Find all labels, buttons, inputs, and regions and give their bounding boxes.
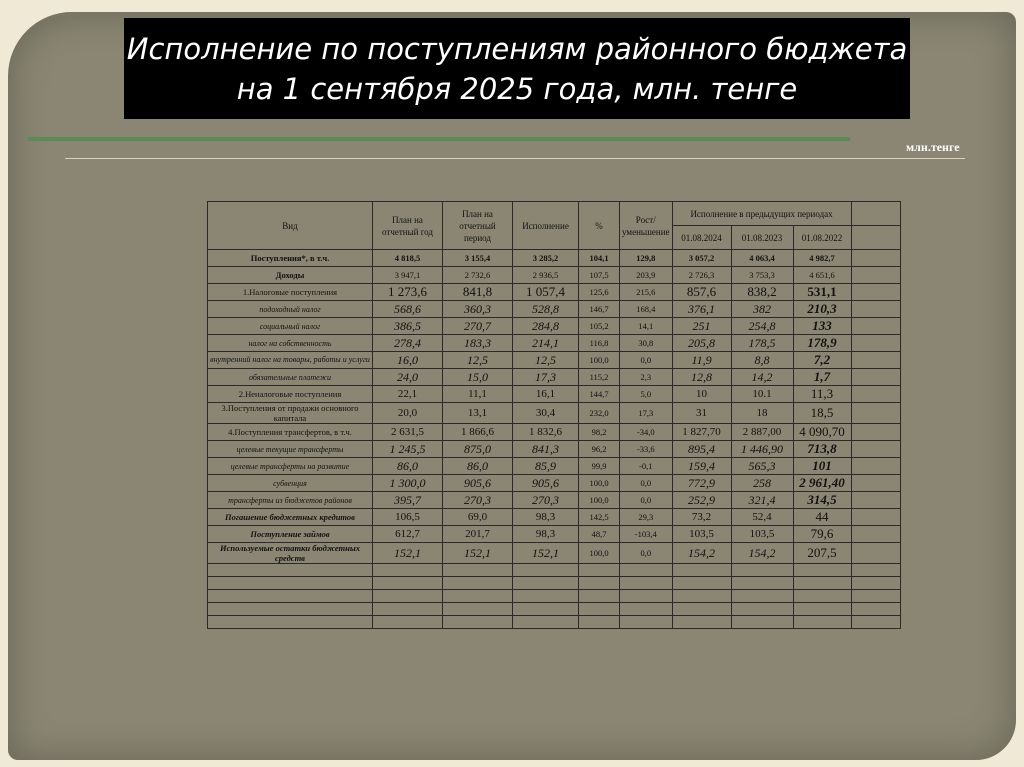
unit-label: млн.тенге [906, 140, 960, 154]
cell-growth: 5,0 [620, 386, 673, 403]
cell-growth: 215,6 [620, 284, 673, 301]
cell-plan-year: 152,1 [373, 543, 443, 564]
cell-percent: 116,8 [579, 335, 620, 352]
cell-empty [851, 526, 900, 543]
cell-plan-year: 612,7 [373, 526, 443, 543]
cell-growth: -33,6 [620, 441, 673, 458]
row-name: налог на собственность [208, 335, 373, 352]
table-row [208, 335, 901, 352]
cell-growth: 14,1 [620, 318, 673, 335]
cell-plan-year: 386,5 [373, 318, 443, 335]
cell-2023: 178,5 [731, 335, 793, 352]
header-percent: % [579, 202, 620, 250]
row-name: Поступления*, в т.ч. [208, 250, 373, 267]
cell-2023: 14,2 [731, 369, 793, 386]
slide-title [124, 18, 910, 119]
cell-execution: 17,3 [513, 369, 579, 386]
table-row [208, 403, 901, 424]
cell-plan-period: 86,0 [443, 458, 513, 475]
table-row [208, 543, 901, 564]
header-extra [851, 202, 900, 226]
table-row [208, 492, 901, 509]
header-date-2024: 01.08.2024 [672, 226, 731, 250]
cell-execution: 85,9 [513, 458, 579, 475]
cell-2022: 133 [793, 318, 851, 335]
empty-row [208, 564, 901, 577]
cell-percent: 142,5 [579, 509, 620, 526]
cell-execution: 284,8 [513, 318, 579, 335]
cell-growth: -34,0 [620, 424, 673, 441]
cell-growth: 0,0 [620, 492, 673, 509]
cell-percent: 107,5 [579, 267, 620, 284]
cell-plan-year: 1 300,0 [373, 475, 443, 492]
cell-empty [851, 543, 900, 564]
cell-plan-year: 568,6 [373, 301, 443, 318]
cell-plan-year: 106,5 [373, 509, 443, 526]
empty-row [208, 590, 901, 603]
cell-2023: 154,2 [731, 543, 793, 564]
empty-row [208, 603, 901, 616]
cell-2024: 103,5 [672, 526, 731, 543]
cell-plan-period: 875,0 [443, 441, 513, 458]
row-name: субвенция [208, 475, 373, 492]
cell-growth: 168,4 [620, 301, 673, 318]
empty-row [208, 577, 901, 590]
cell-2022: 79,6 [793, 526, 851, 543]
cell-2024: 251 [672, 318, 731, 335]
cell-2023: 4 063,4 [731, 250, 793, 267]
title-line-1: Исполнение по поступлениям районного бюджета [126, 31, 908, 66]
cell-2022: 18,5 [793, 403, 851, 424]
table-row [208, 458, 901, 475]
green-divider [28, 137, 850, 141]
cell-empty [851, 509, 900, 526]
cell-percent: 232,0 [579, 403, 620, 424]
cell-2024: 895,4 [672, 441, 731, 458]
cell-execution: 1 832,6 [513, 424, 579, 441]
cell-percent: 144,7 [579, 386, 620, 403]
cell-execution: 1 057,4 [513, 284, 579, 301]
cell-growth: 129,8 [620, 250, 673, 267]
cell-growth: -0,1 [620, 458, 673, 475]
cell-2023: 2 887,00 [731, 424, 793, 441]
cell-plan-year: 16,0 [373, 352, 443, 369]
cell-empty [851, 318, 900, 335]
cell-growth: 0,0 [620, 543, 673, 564]
cell-2022: 4 982,7 [793, 250, 851, 267]
row-name: Используемые остатки бюджетных средств [208, 543, 373, 564]
cell-2022: 713,8 [793, 441, 851, 458]
cell-plan-year: 24,0 [373, 369, 443, 386]
row-name: Поступление займов [208, 526, 373, 543]
cell-2022: 4 090,70 [793, 424, 851, 441]
cell-empty [851, 441, 900, 458]
row-name: трансферты из бюджетов районов [208, 492, 373, 509]
cell-execution: 270,3 [513, 492, 579, 509]
cell-percent: 100,0 [579, 543, 620, 564]
header-vid: Вид [208, 202, 373, 250]
row-name: обязательные платежи [208, 369, 373, 386]
cell-execution: 3 285,2 [513, 250, 579, 267]
row-name: целевые текущие трансферты [208, 441, 373, 458]
cell-growth: -103,4 [620, 526, 673, 543]
cell-execution: 16,1 [513, 386, 579, 403]
cell-percent: 100,0 [579, 492, 620, 509]
cell-2023: 254,8 [731, 318, 793, 335]
header-date-2023: 01.08.2023 [731, 226, 793, 250]
cell-2024: 772,9 [672, 475, 731, 492]
budget-table [207, 201, 901, 629]
cell-percent: 98,2 [579, 424, 620, 441]
cell-execution: 528,8 [513, 301, 579, 318]
cell-growth: 29,3 [620, 509, 673, 526]
cell-plan-period: 69,0 [443, 509, 513, 526]
cell-plan-year: 86,0 [373, 458, 443, 475]
cell-2024: 252,9 [672, 492, 731, 509]
cell-plan-period: 13,1 [443, 403, 513, 424]
cell-2024: 2 726,3 [672, 267, 731, 284]
cell-2024: 11,9 [672, 352, 731, 369]
table-row [208, 386, 901, 403]
row-name: 4.Поступления трансфертов, в т.ч. [208, 424, 373, 441]
cell-2024: 10 [672, 386, 731, 403]
cell-2023: 18 [731, 403, 793, 424]
cell-execution: 30,4 [513, 403, 579, 424]
cell-empty [851, 284, 900, 301]
cell-growth: 0,0 [620, 475, 673, 492]
cell-2022: 7,2 [793, 352, 851, 369]
cell-2022: 4 651,6 [793, 267, 851, 284]
cell-2024: 205,8 [672, 335, 731, 352]
cell-2023: 565,3 [731, 458, 793, 475]
cell-plan-period: 3 155,4 [443, 250, 513, 267]
cell-empty [851, 386, 900, 403]
cell-plan-year: 395,7 [373, 492, 443, 509]
row-name: социальный налог [208, 318, 373, 335]
cell-percent: 115,2 [579, 369, 620, 386]
row-name: подоходный налог [208, 301, 373, 318]
cell-plan-year: 3 947,1 [373, 267, 443, 284]
cell-plan-year: 2 631,5 [373, 424, 443, 441]
cell-2024: 857,6 [672, 284, 731, 301]
empty-row [208, 616, 901, 629]
cell-2022: 210,3 [793, 301, 851, 318]
cell-plan-period: 905,6 [443, 475, 513, 492]
cell-2023: 10.1 [731, 386, 793, 403]
table-row [208, 475, 901, 492]
cell-empty [851, 475, 900, 492]
header-date-2022: 01.08.2022 [793, 226, 851, 250]
cell-execution: 2 936,5 [513, 267, 579, 284]
cell-2024: 159,4 [672, 458, 731, 475]
thin-divider [65, 158, 965, 159]
cell-plan-period: 183,3 [443, 335, 513, 352]
cell-empty [851, 403, 900, 424]
cell-empty [851, 369, 900, 386]
cell-empty [851, 250, 900, 267]
cell-percent: 100,0 [579, 475, 620, 492]
cell-2024: 12,8 [672, 369, 731, 386]
row-name: 2.Неналоговые поступления [208, 386, 373, 403]
cell-percent: 100,0 [579, 352, 620, 369]
row-name: 3.Поступления от продажи основного капитала [208, 403, 373, 424]
cell-2023: 8,8 [731, 352, 793, 369]
cell-2024: 73,2 [672, 509, 731, 526]
cell-empty [851, 492, 900, 509]
table-row [208, 509, 901, 526]
cell-2022: 207,5 [793, 543, 851, 564]
cell-plan-period: 2 732,6 [443, 267, 513, 284]
cell-plan-period: 1 866,6 [443, 424, 513, 441]
cell-empty [851, 267, 900, 284]
cell-execution: 905,6 [513, 475, 579, 492]
cell-growth: 2,3 [620, 369, 673, 386]
header-plan-period: План на отчетный период [443, 202, 513, 250]
cell-growth: 0,0 [620, 352, 673, 369]
table-row [208, 250, 901, 267]
cell-2022: 2 961,40 [793, 475, 851, 492]
cell-growth: 17,3 [620, 403, 673, 424]
cell-plan-period: 270,3 [443, 492, 513, 509]
cell-growth: 30,8 [620, 335, 673, 352]
cell-2022: 314,5 [793, 492, 851, 509]
cell-2022: 44 [793, 509, 851, 526]
cell-plan-year: 1 245,5 [373, 441, 443, 458]
table-row [208, 424, 901, 441]
cell-plan-period: 270,7 [443, 318, 513, 335]
cell-2022: 178,9 [793, 335, 851, 352]
cell-plan-period: 15,0 [443, 369, 513, 386]
cell-execution: 12,5 [513, 352, 579, 369]
cell-2023: 321,4 [731, 492, 793, 509]
cell-empty [851, 424, 900, 441]
header-extra-2 [851, 226, 900, 250]
cell-2024: 1 827,70 [672, 424, 731, 441]
cell-percent: 146,7 [579, 301, 620, 318]
table-row [208, 526, 901, 543]
header-execution: Исполнение [513, 202, 579, 250]
cell-2022: 11,3 [793, 386, 851, 403]
row-name: внутренний налог на товары, работы и услуги [208, 352, 373, 369]
cell-plan-year: 4 818,5 [373, 250, 443, 267]
cell-plan-year: 22,1 [373, 386, 443, 403]
cell-2022: 531,1 [793, 284, 851, 301]
cell-plan-year: 278,4 [373, 335, 443, 352]
cell-execution: 214,1 [513, 335, 579, 352]
cell-percent: 104,1 [579, 250, 620, 267]
cell-2023: 52,4 [731, 509, 793, 526]
cell-2023: 1 446,90 [731, 441, 793, 458]
cell-empty [851, 335, 900, 352]
cell-percent: 48,7 [579, 526, 620, 543]
cell-2022: 1,7 [793, 369, 851, 386]
cell-plan-period: 360,3 [443, 301, 513, 318]
cell-2024: 154,2 [672, 543, 731, 564]
header-prev-periods: Исполнение в предыдущих периодах [672, 202, 851, 226]
cell-growth: 203,9 [620, 267, 673, 284]
header-growth: Рост/ уменьшение [620, 202, 673, 250]
cell-execution: 841,3 [513, 441, 579, 458]
cell-2023: 103,5 [731, 526, 793, 543]
cell-2024: 3 057,2 [672, 250, 731, 267]
cell-plan-period: 152,1 [443, 543, 513, 564]
cell-plan-year: 1 273,6 [373, 284, 443, 301]
cell-empty [851, 301, 900, 318]
cell-plan-period: 11,1 [443, 386, 513, 403]
table-row [208, 369, 901, 386]
cell-2022: 101 [793, 458, 851, 475]
table-row [208, 301, 901, 318]
cell-execution: 152,1 [513, 543, 579, 564]
header-plan-year: План на отчетный год [373, 202, 443, 250]
row-name: Погашение бюджетных кредитов [208, 509, 373, 526]
cell-plan-period: 12,5 [443, 352, 513, 369]
cell-2023: 258 [731, 475, 793, 492]
cell-execution: 98,3 [513, 509, 579, 526]
row-name: 1.Налоговые поступления [208, 284, 373, 301]
table-row [208, 267, 901, 284]
cell-2024: 31 [672, 403, 731, 424]
title-line-2: на 1 сентября 2025 года, млн. тенге [236, 71, 798, 106]
row-name: целевые трансферты на развитие [208, 458, 373, 475]
cell-percent: 96,2 [579, 441, 620, 458]
cell-percent: 125,6 [579, 284, 620, 301]
cell-2023: 838,2 [731, 284, 793, 301]
table-row [208, 441, 901, 458]
cell-percent: 99,9 [579, 458, 620, 475]
cell-percent: 105,2 [579, 318, 620, 335]
row-name: Доходы [208, 267, 373, 284]
cell-empty [851, 458, 900, 475]
cell-plan-period: 201,7 [443, 526, 513, 543]
cell-plan-period: 841,8 [443, 284, 513, 301]
cell-2024: 376,1 [672, 301, 731, 318]
cell-2023: 382 [731, 301, 793, 318]
cell-execution: 98,3 [513, 526, 579, 543]
table-row [208, 284, 901, 301]
table-row [208, 352, 901, 369]
cell-plan-year: 20,0 [373, 403, 443, 424]
table-row [208, 318, 901, 335]
cell-empty [851, 352, 900, 369]
cell-2023: 3 753,3 [731, 267, 793, 284]
